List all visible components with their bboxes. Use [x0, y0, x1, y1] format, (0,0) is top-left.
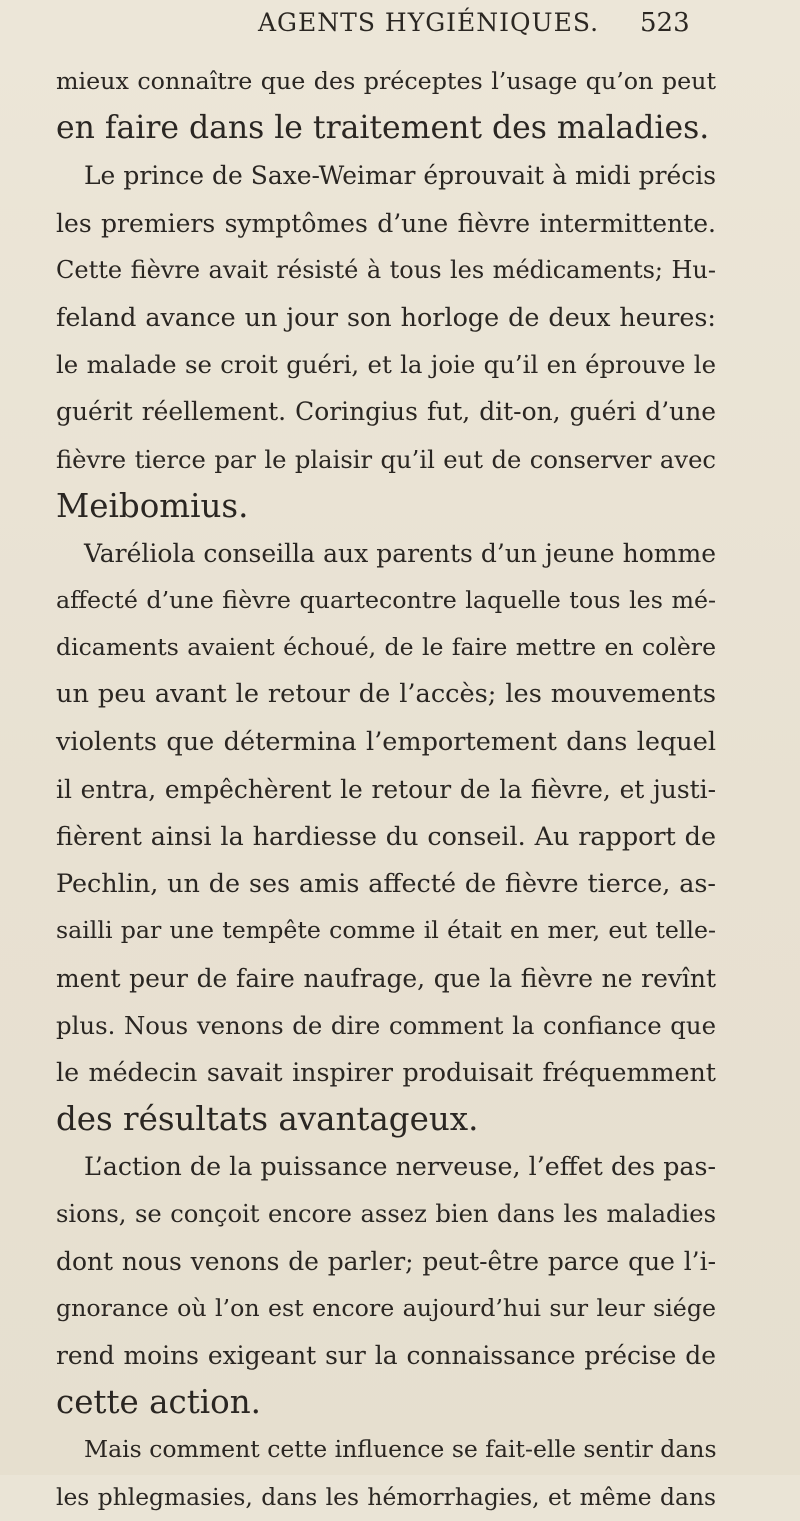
text-line: sions, se conçoit encore assez bien dans les maladies	[56, 1199, 716, 1228]
text-line: mieux connaître que des préceptes l’usage qu’on peut	[56, 67, 716, 95]
text-line: ment peur de faire naufrage, que la fièvre ne revînt	[56, 963, 716, 993]
text-line: Varéliola conseilla aux parents d’un jeune homme	[84, 538, 716, 568]
text-line: violents que détermina l’emportement dans lequel	[56, 726, 716, 757]
text-line: feland avance un jour son horloge de deux heures:	[56, 301, 716, 332]
body-text	[56, 58, 716, 1521]
text-line: en faire dans le traitement des maladies.	[56, 110, 710, 147]
text-line: plus. Nous venons de dire comment la confiance que	[56, 1010, 716, 1040]
text-line: rend moins exigeant sur la connaissance précise de	[56, 1341, 716, 1371]
text-line: des résultats avantageux.	[56, 1100, 479, 1139]
text-line: Meibomius.	[56, 486, 249, 525]
text-line: guérit réellement. Coringius fut, dit-on, guéri d’une	[56, 397, 716, 427]
text-line: le médecin savait inspirer produisait fréquemment	[56, 1056, 716, 1087]
text-line: gnorance où l’on est encore aujourd’hui sur leur siége	[56, 1293, 716, 1322]
text-line: affecté d’une fièvre quartecontre laquelle tous les mé-	[56, 586, 716, 615]
text-line: les phlegmasies, dans les hémorrhagies, et même dans	[56, 1482, 716, 1511]
text-line: un peu avant le retour de l’accès; les mouvements	[56, 679, 716, 710]
text-line: les premiers symptômes d’une fièvre intermittente.	[56, 208, 716, 238]
text-line: il entra, empêchèrent le retour de la fièvre, et justi-	[56, 774, 716, 804]
text-line: Mais comment cette influence se fait-elle sentir dans	[84, 1435, 717, 1464]
text-line: Pechlin, un de ses amis affecté de fièvre tierce, as-	[56, 868, 716, 899]
text-line: Le prince de Saxe-Weimar éprouvait à midi précis	[84, 161, 716, 191]
page-header	[0, 6, 800, 46]
text-line: sailli par une tempête comme il était en mer, eut telle-	[56, 916, 716, 945]
text-line: fièrent ainsi la hardiesse du conseil. Au rapport de	[56, 821, 716, 851]
page-number: 523	[640, 8, 690, 38]
text-line: cette action.	[56, 1383, 261, 1422]
text-line: Cette fièvre avait résisté à tous les médicaments; Hu-	[56, 255, 716, 284]
text-line: L’action de la puissance nerveuse, l’effet des pas-	[84, 1152, 716, 1182]
text-line: le malade se croit guéri, et la joie qu’il en éprouve le	[56, 350, 716, 380]
text-line: fièvre tierce par le plaisir qu’il eut de conserver avec	[56, 444, 716, 474]
text-line: dont nous venons de parler; peut-être parce que l’i-	[56, 1246, 716, 1276]
text-line: dicaments avaient échoué, de le faire mettre en colère	[56, 633, 716, 662]
running-head: AGENTS HYGIÉNIQUES.	[258, 8, 600, 37]
